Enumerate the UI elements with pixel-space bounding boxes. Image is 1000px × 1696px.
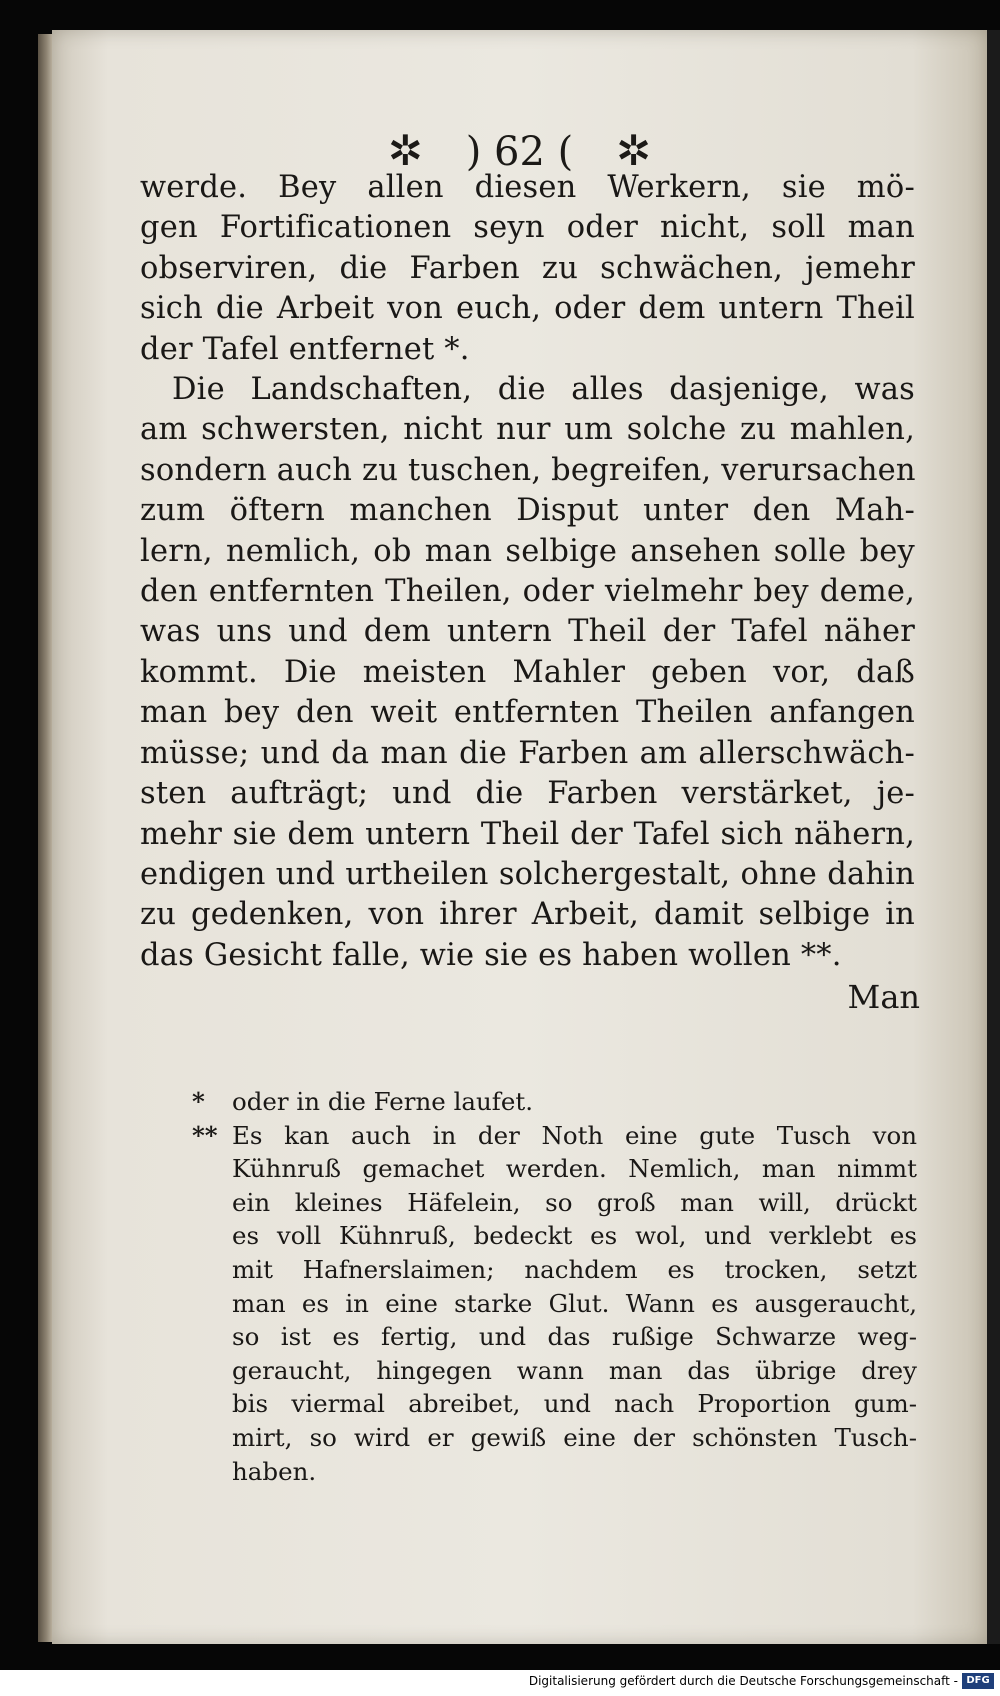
footnote-line: haben. [232, 1456, 317, 1486]
footnote-line: oder in die Ferne laufet. [232, 1087, 533, 1116]
text-line: man bey den weit entfernten Theilen anfangen [140, 695, 915, 731]
footnote-mark: * [192, 1087, 205, 1116]
text-line: werde. Bey allen diesen Werkern, sie mö- [140, 170, 915, 205]
footnote-line: es voll Kühnruß, bedeckt es wol, und verklebt es [232, 1221, 917, 1251]
text-line: was uns und dem untern Theil der Tafel näher [140, 614, 915, 650]
text-line: Die Landschaften, die alles dasjenige, was [172, 372, 915, 408]
footnote-line: mit Hafnerslaimen; nachdem es trocken, setzt [232, 1254, 917, 1284]
footnote-line: so ist es fertig, und das rußige Schwarze weg- [232, 1322, 917, 1352]
text-line: lern, nemlich, ob man selbige ansehen solle bey [140, 533, 915, 569]
text-line: sondern auch zu tuschen, begreifen, verursachen [140, 452, 916, 488]
footnote-1 [192, 1085, 917, 1119]
text-line: müsse; und da man die Farben am allerschwäch- [140, 735, 915, 771]
footnote-line: geraucht, hingegen wann man das übrige drey [232, 1355, 917, 1385]
footnote-line: Es kan auch in der Noth eine gute Tusch von [232, 1120, 917, 1150]
text-line: das Gesicht falle, wie sie es haben wollen **. [140, 937, 842, 973]
text-line: den entfernten Theilen, oder vielmehr bey deme, [140, 574, 915, 610]
footnote-line: ein kleines Häfelein, so groß man will, drückt [232, 1187, 917, 1217]
text-line: zum öftern manchen Disput unter den Mah- [140, 493, 915, 529]
main-text [140, 168, 915, 976]
dfg-logo-icon: DFG [962, 1673, 994, 1689]
star-ornament-left-icon: ✲ [387, 126, 423, 175]
footnote-mark: ** [192, 1120, 218, 1150]
digitization-credit: Digitalisierung gefördert durch die Deutsche Forschungsgemeinschaft - [528, 1674, 958, 1688]
star-ornament-right-icon: ✲ [615, 126, 652, 175]
page-number: ) 62 ( [465, 129, 574, 175]
text-line: sten aufträgt; und die Farben verstärket, je- [140, 776, 915, 812]
text-line: observiren, die Farben zu schwächen, jemehr [140, 250, 915, 286]
text-line: mehr sie dem untern Theil der Tafel sich nähern, [140, 816, 915, 852]
text-line: gen Fortificationen seyn oder nicht, soll man [140, 210, 915, 246]
footnote-line: bis viermal abreibet, und nach Proportion gum- [232, 1389, 917, 1419]
scan-edge [987, 30, 1000, 1644]
footnote-line: Kühnruß gemachet werden. Nemlich, man nimmt [232, 1154, 917, 1184]
text-line: am schwersten, nicht nur um solche zu mahlen, [140, 412, 915, 448]
text-line: zu gedenken, von ihrer Arbeit, damit selbige in [140, 897, 915, 933]
text-line: sich die Arbeit von euch, oder dem untern Theil [140, 291, 915, 327]
text-line: endigen und urtheilen solchergestalt, ohne dahin [140, 856, 915, 892]
footnote-line: man es in eine starke Glut. Wann es ausgeraucht, [232, 1288, 917, 1318]
text-line: der Tafel entfernet *. [140, 331, 470, 367]
footnotes [192, 1085, 917, 1488]
footnote-line: mirt, so wird er gewiß eine der schönsten Tusch- [232, 1422, 917, 1452]
page-edge [38, 34, 52, 1642]
footnote-2 [192, 1119, 917, 1489]
text-line: kommt. Die meisten Mahler geben vor, daß [140, 654, 915, 690]
catchword: Man [847, 978, 920, 1016]
